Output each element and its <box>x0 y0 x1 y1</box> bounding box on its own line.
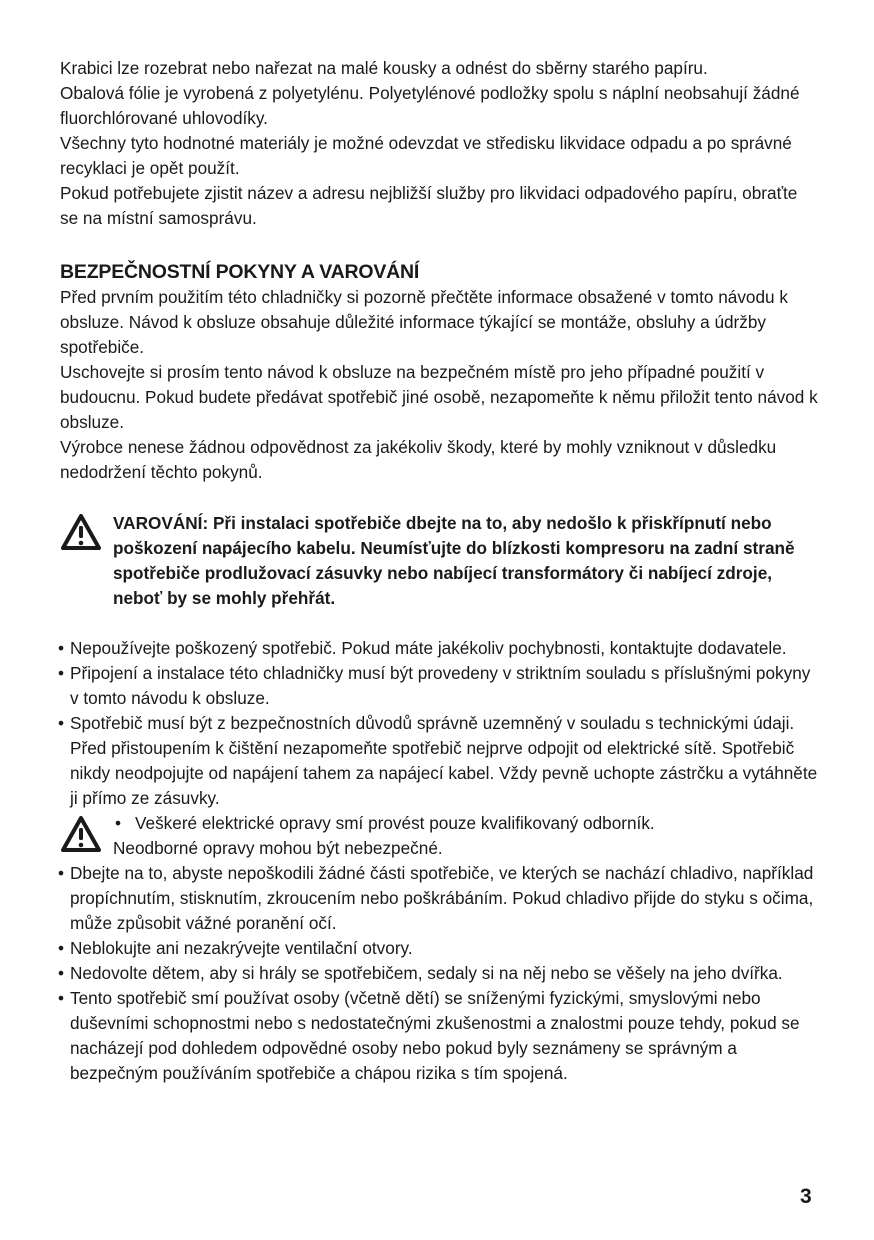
intro-paragraph: Obalová fólie je vyrobená z polyetylénu. Polyetylénové podložky spolu s náplní neobsahují žádné fluorchlórované uhlovodíky. <box>60 83 800 128</box>
inline-warning-line <box>113 811 820 836</box>
bullet-marker: • <box>58 863 65 883</box>
bullet-list <box>60 861 820 1086</box>
safety-paragraph: Výrobce nenese žádnou odpovědnost za jakékoliv škody, které by mohly vzniknout v důsledku nedodržení těchto pokynů. <box>60 437 777 482</box>
safety-section <box>60 285 820 485</box>
list-item-text: Tento spotřebič smí používat osoby (včetně dětí) se sníženými fyzickými, smyslovými nebo duševními schopnostmi nebo s nedostatečnými zkušenostmi a znalostmi pouze tehdy, pokud se nacházejí pod dohledem odpovědné osoby nebo pokud byly seznámeny se správným a bezpečným používáním spotřebiče a chápou rizika s tím spojená. <box>70 988 800 1083</box>
inline-warning-text: Veškeré elektrické opravy smí provést pouze kvalifikovaný odborník. <box>135 813 655 833</box>
list-item-text: Nedovolte dětem, aby si hrály se spotřebičem, sedaly si na něj nebo se věšely na jeho dvířka. <box>70 963 783 983</box>
bullet-marker: • <box>115 813 122 833</box>
list-item-text: Neblokujte ani nezakrývejte ventilační otvory. <box>70 938 413 958</box>
warning-triangle-icon <box>60 513 102 551</box>
bullet-list <box>60 636 820 811</box>
list-item-text: Připojení a instalace této chladničky musí být provedeny v striktním souladu s příslušnými pokyny v tomto návodu k obsluze. <box>70 663 811 708</box>
list-item <box>60 711 820 811</box>
intro-section <box>60 56 820 231</box>
inline-warning-line: Neodborné opravy mohou být nebezpečné. <box>113 838 443 858</box>
inline-warning <box>60 811 820 861</box>
warning-block <box>60 511 820 611</box>
bullet-marker: • <box>58 938 65 958</box>
list-item <box>60 961 820 986</box>
bullet-marker: • <box>58 713 65 733</box>
warning-triangle-icon <box>60 815 102 853</box>
list-item-text: Spotřebič musí být z bezpečnostních důvodů správně uzemněný v souladu s technickými údaji. Před přistoupením k čištění nezapomeňte spotřebič nejprve odpojit od elektrické sítě. Spotřebič nikdy neodpojujte od napájení tahem za napájecí kabel. Vždy pevně uchopte zástrčku a vytáhněte ji přímo ze zásuvky. <box>70 713 818 808</box>
safety-paragraph: Uschovejte si prosím tento návod k obsluze na bezpečném místě pro jeho případné použití v budoucnu. Pokud budete předávat spotřebič jiné osobě, nezapomeňte k němu přiložit tento návod k obsluze. <box>60 362 818 432</box>
page-number: 3 <box>800 1185 812 1208</box>
intro-paragraph: Pokud potřebujete zjistit název a adresu nejbližší služby pro likvidaci odpadového papíru, obraťte se na místní samosprávu. <box>60 183 798 228</box>
intro-paragraph: Krabici lze rozebrat nebo nařezat na malé kousky a odnést do sběrny starého papíru. <box>60 58 708 78</box>
bullet-marker: • <box>58 638 65 658</box>
list-item <box>60 936 820 961</box>
bullet-marker: • <box>58 663 65 683</box>
bullet-marker: • <box>58 988 65 1008</box>
list-item <box>60 661 820 711</box>
list-item-text: Dbejte na to, abyste nepoškodili žádné části spotřebiče, ve kterých se nachází chladivo, například propíchnutím, stisknutím, zkroucením nebo poškrábáním. Pokud chladivo přijde do styku s očima, může způsobit vážné poranění očí. <box>70 863 814 933</box>
warning-text: VAROVÁNÍ: Při instalaci spotřebiče dbejte na to, aby nedošlo k přiskřípnutí nebo poškození napájecího kabelu. Neumísťujte do blízkosti kompresoru na zadní straně spotřebiče prodlužovací zásuvky nebo nabíjecí transformátory či nabíjecí zdroje, neboť by se mohly přehřát. <box>113 513 795 608</box>
list-item <box>60 986 820 1086</box>
intro-paragraph: Všechny tyto hodnotné materiály je možné odevzdat ve středisku likvidace odpadu a po správné recyklaci je opět použít. <box>60 133 792 178</box>
list-item <box>60 636 820 661</box>
bullet-marker: • <box>58 963 65 983</box>
section-title: BEZPEČNOSTNÍ POKYNY A VAROVÁNÍ <box>60 261 420 283</box>
safety-paragraph: Před prvním použitím této chladničky si pozorně přečtěte informace obsažené v tomto návodu k obsluze. Návod k obsluze obsahuje důležité informace týkající se montáže, obsluhy a údržby spotřebiče. <box>60 287 788 357</box>
list-item-text: Nepoužívejte poškozený spotřebič. Pokud máte jakékoliv pochybnosti, kontaktujte dodavatele. <box>70 638 787 658</box>
list-item <box>60 861 820 936</box>
document-page <box>60 56 820 1086</box>
